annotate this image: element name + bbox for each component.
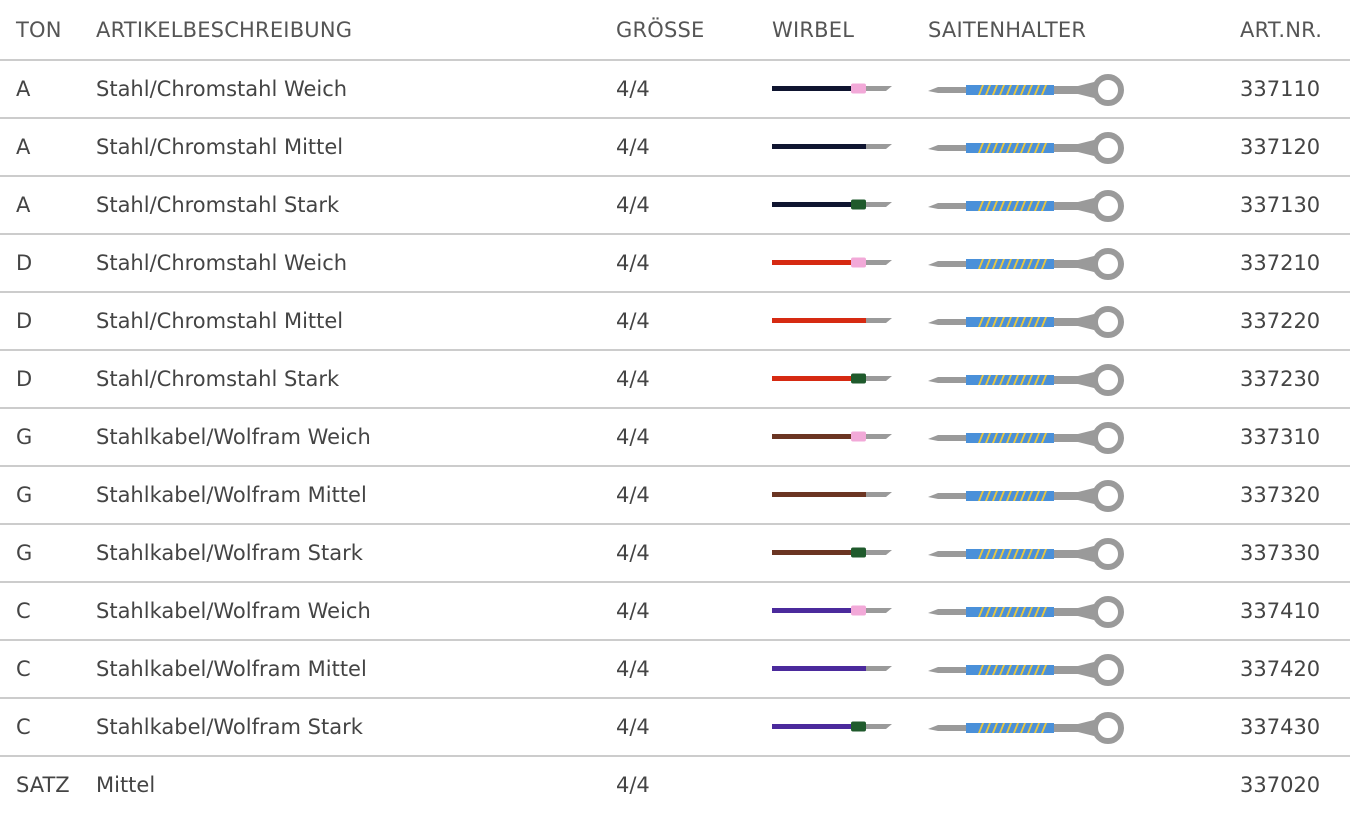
cell-wirbel [772,60,902,118]
tailpiece-loop-end-icon [928,248,1138,280]
cell-ton: D [16,309,33,333]
cell-wirbel [772,350,902,408]
tailpiece-taper [1054,488,1094,504]
tailpiece-loop [1095,599,1121,625]
cell-size: 4/4 [616,599,650,623]
cell-size: 4/4 [616,135,650,159]
tailpiece-taper [1054,546,1094,562]
cell-description: Stahlkabel/Wolfram Stark [96,541,363,565]
header-art-nr: ART.NR. [1240,18,1323,42]
cell-size: 4/4 [616,773,650,797]
cell-ton: A [16,77,31,101]
cell-size: 4/4 [616,483,650,507]
tailpiece-loop-end-icon [928,480,1138,512]
cell-size: 4/4 [616,77,650,101]
cell-art-nr: 337210 [1240,251,1321,275]
table-row [0,524,1364,582]
cell-wirbel [772,118,902,176]
string-peg-end-icon [772,538,902,568]
cell-ton: D [16,367,33,391]
cell-description: Stahlkabel/Wolfram Mittel [96,483,367,507]
peg-metal-tip [866,550,892,555]
cell-saitenhalter [928,408,1138,466]
cell-art-nr: 337020 [1240,773,1321,797]
cell-art-nr: 337310 [1240,425,1321,449]
peg-metal-tip [866,144,892,149]
tailpiece-taper [1054,604,1094,620]
cell-wirbel [772,408,902,466]
tailpiece-loop [1095,309,1121,335]
table-row [0,698,1364,756]
tailpiece-wire [928,87,966,93]
cell-description: Stahl/Chromstahl Weich [96,251,348,275]
cell-ton: G [16,541,33,565]
tailpiece-loop [1095,425,1121,451]
cell-description: Stahlkabel/Wolfram Mittel [96,657,367,681]
cell-size: 4/4 [616,251,650,275]
cell-art-nr: 337110 [1240,77,1321,101]
tailpiece-loop-end-icon [928,306,1138,338]
cell-description: Stahl/Chromstahl Mittel [96,309,344,333]
tailpiece-wire [928,435,966,441]
tailpiece-taper [1054,140,1094,156]
cell-saitenhalter [928,466,1138,524]
cell-saitenhalter [928,234,1138,292]
cell-wirbel [772,176,902,234]
table-row [0,176,1364,234]
tailpiece-wire [928,609,966,615]
tension-marker [851,84,866,94]
tailpiece-loop [1095,193,1121,219]
string-peg-end-icon [772,596,902,626]
table-header-row [0,0,1364,60]
tailpiece-wire [928,377,966,383]
header-saitenhalter: SAITENHALTER [928,18,1087,42]
cell-wirbel [772,234,902,292]
cell-art-nr: 337330 [1240,541,1321,565]
tailpiece-wire [928,551,966,557]
cell-ton: G [16,483,33,507]
cell-saitenhalter [928,524,1138,582]
peg-metal-tip [866,666,892,671]
cell-saitenhalter [928,176,1138,234]
cell-art-nr: 337320 [1240,483,1321,507]
table-row [0,292,1364,350]
tailpiece-wire [928,319,966,325]
string-peg-end-icon [772,190,902,220]
string-peg-end-icon [772,74,902,104]
cell-description: Stahlkabel/Wolfram Weich [96,425,371,449]
tailpiece-loop-end-icon [928,422,1138,454]
cell-ton: SATZ [16,773,70,797]
cell-description: Stahlkabel/Wolfram Stark [96,715,363,739]
peg-silk-wrap [772,318,866,323]
peg-silk-wrap [772,492,866,497]
peg-metal-tip [866,86,892,91]
cell-ton: D [16,251,33,275]
cell-ton: G [16,425,33,449]
tailpiece-wire [928,145,966,151]
tailpiece-loop [1095,135,1121,161]
table-row [0,350,1364,408]
cell-art-nr: 337230 [1240,367,1321,391]
header-wirbel: WIRBEL [772,18,855,42]
cell-size: 4/4 [616,193,650,217]
peg-silk-wrap [772,144,866,149]
tailpiece-wire [928,493,966,499]
tailpiece-taper [1054,372,1094,388]
cell-art-nr: 337120 [1240,135,1321,159]
cell-saitenhalter [928,60,1138,118]
tailpiece-loop-end-icon [928,364,1138,396]
cell-size: 4/4 [616,367,650,391]
tailpiece-loop-end-icon [928,654,1138,686]
cell-description: Stahlkabel/Wolfram Weich [96,599,371,623]
peg-metal-tip [866,376,892,381]
cell-size: 4/4 [616,309,650,333]
tailpiece-taper [1054,256,1094,272]
cell-size: 4/4 [616,715,650,739]
peg-metal-tip [866,318,892,323]
cell-ton: C [16,599,31,623]
string-peg-end-icon [772,422,902,452]
header-ton: TON [16,18,62,42]
peg-metal-tip [866,260,892,265]
tailpiece-taper [1054,662,1094,678]
tailpiece-taper [1054,314,1094,330]
cell-art-nr: 337130 [1240,193,1321,217]
cell-saitenhalter [928,698,1138,756]
cell-size: 4/4 [616,657,650,681]
tension-marker [851,258,866,268]
cell-description: Stahl/Chromstahl Stark [96,193,340,217]
cell-description: Mittel [96,773,156,797]
header-size: GRÖSSE [616,18,705,42]
header-description: ARTIKELBESCHREIBUNG [96,18,353,42]
peg-metal-tip [866,492,892,497]
table-row [0,582,1364,640]
string-peg-end-icon [772,480,902,510]
tailpiece-loop [1095,367,1121,393]
cell-description: Stahl/Chromstahl Mittel [96,135,344,159]
tailpiece-loop [1095,77,1121,103]
table-row [0,408,1364,466]
tailpiece-wire [928,261,966,267]
cell-saitenhalter [928,756,1138,814]
cell-wirbel [772,698,902,756]
tailpiece-loop [1095,657,1121,683]
tailpiece-loop-end-icon [928,596,1138,628]
tailpiece-taper [1054,82,1094,98]
string-peg-end-icon [772,364,902,394]
tension-marker [851,548,866,558]
cell-ton: A [16,135,31,159]
tailpiece-taper [1054,720,1094,736]
table-row [0,118,1364,176]
cell-art-nr: 337420 [1240,657,1321,681]
cell-saitenhalter [928,640,1138,698]
cell-art-nr: 337220 [1240,309,1321,333]
tension-marker [851,374,866,384]
cell-art-nr: 337430 [1240,715,1321,739]
tailpiece-loop [1095,483,1121,509]
tailpiece-loop-end-icon [928,538,1138,570]
peg-metal-tip [866,202,892,207]
tailpiece-wire [928,667,966,673]
cell-wirbel [772,640,902,698]
tailpiece-loop-end-icon [928,190,1138,222]
peg-metal-tip [866,608,892,613]
table-row [0,466,1364,524]
string-peg-end-icon [772,654,902,684]
cell-description: Stahl/Chromstahl Weich [96,77,348,101]
tailpiece-loop [1095,715,1121,741]
table-row [0,60,1364,118]
cell-size: 4/4 [616,541,650,565]
cell-size: 4/4 [616,425,650,449]
tailpiece-wire [928,203,966,209]
tension-marker [851,722,866,732]
cell-description: Stahl/Chromstahl Stark [96,367,340,391]
string-peg-end-icon [772,132,902,162]
tension-marker [851,432,866,442]
tension-marker [851,200,866,210]
string-peg-end-icon [772,248,902,278]
cell-art-nr: 337410 [1240,599,1321,623]
table-row [0,234,1364,292]
cell-saitenhalter [928,118,1138,176]
tailpiece-loop [1095,251,1121,277]
cell-ton: C [16,657,31,681]
tailpiece-loop-end-icon [928,132,1138,164]
cell-ton: C [16,715,31,739]
peg-metal-tip [866,724,892,729]
tension-marker [851,606,866,616]
peg-metal-tip [866,434,892,439]
cell-saitenhalter [928,582,1138,640]
cell-ton: A [16,193,31,217]
tailpiece-wire [928,725,966,731]
tailpiece-taper [1054,198,1094,214]
tailpiece-loop [1095,541,1121,567]
peg-silk-wrap [772,666,866,671]
tailpiece-taper [1054,430,1094,446]
cell-saitenhalter [928,350,1138,408]
table-row [0,756,1364,814]
cell-wirbel [772,582,902,640]
cell-saitenhalter [928,292,1138,350]
string-peg-end-icon [772,306,902,336]
string-peg-end-icon [772,712,902,742]
cell-wirbel [772,292,902,350]
cell-wirbel [772,756,902,814]
cell-wirbel [772,524,902,582]
tailpiece-loop-end-icon [928,74,1138,106]
table-row [0,640,1364,698]
tailpiece-loop-end-icon [928,712,1138,744]
cell-wirbel [772,466,902,524]
